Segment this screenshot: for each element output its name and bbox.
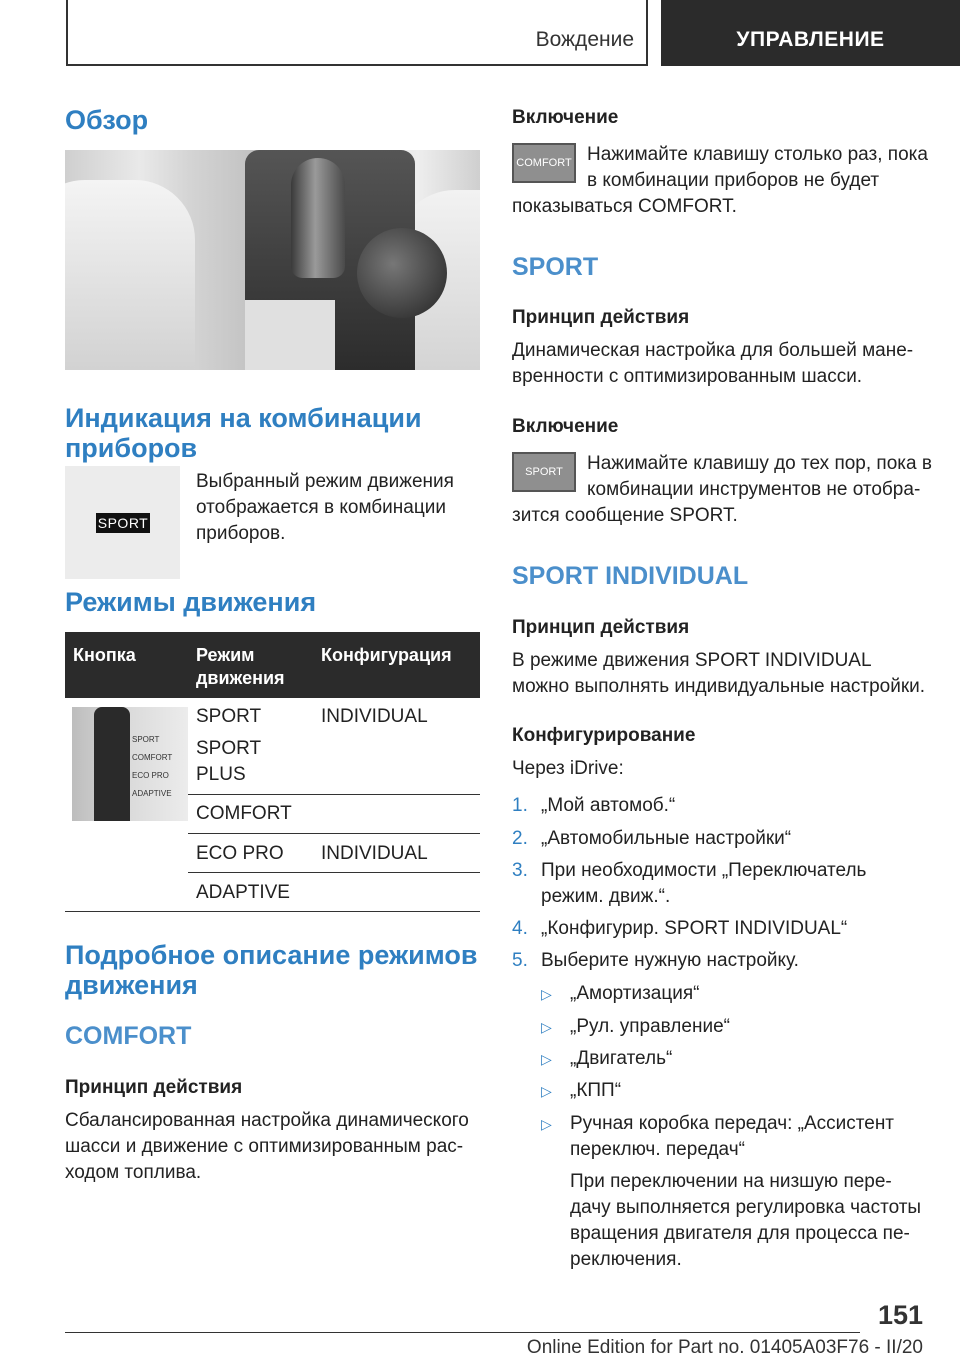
table-row-divider (188, 872, 480, 873)
substep-text: „Амортизация“ (570, 983, 700, 1004)
bullet-triangle-icon: ▷ (541, 1083, 552, 1099)
sport-switch-icon: SPORT (512, 452, 576, 492)
comfort-on-text-1: Нажимайте клавишу столько раз, пока (587, 144, 928, 165)
display-sport-badge: SPORT (97, 515, 149, 531)
substep-note: вращения двигателя для процесса пе- (570, 1223, 910, 1244)
comfort-on-text-2: в комбинации приборов не будет (587, 170, 880, 191)
btn-label-comfort: COMFORT (132, 753, 173, 762)
step-number: 1. (512, 795, 528, 816)
display-text-2: отображается в комбинации (196, 497, 446, 518)
config-via: Через iDrive: (512, 758, 624, 779)
step-number: 3. (512, 860, 528, 881)
step-number: 5. (512, 950, 528, 971)
table-bottom-rule (65, 911, 480, 912)
overview-title: Обзор (65, 105, 149, 135)
comfort-title: COMFORT (65, 1022, 192, 1050)
comfort-principle-text-3: ходом топлива. (65, 1162, 202, 1183)
sport-ind-principle-title: Принцип действия (512, 617, 690, 638)
comfort-switch-icon: COMFORT (512, 143, 576, 183)
comfort-principle-title: Принцип действия (65, 1077, 243, 1098)
console-tray (245, 300, 335, 370)
th-mode-line1: Режим (196, 645, 255, 665)
sport-ind-principle-text-2: можно выполнять индивидуальные настройки. (512, 676, 926, 697)
footer-edition: Online Edition for Part no. 01405A03F76 - II/20 (526, 1337, 923, 1358)
substep-note: реключения. (570, 1249, 682, 1270)
substep-text: „КПП“ (570, 1080, 622, 1101)
row4-mode: ADAPTIVE (196, 882, 290, 903)
row2-mode: COMFORT (196, 803, 292, 824)
row1-config: INDIVIDUAL (321, 706, 428, 727)
substep-note: дачу выполняется регулировка частоты (570, 1197, 922, 1218)
display-title-line2: приборов (65, 433, 198, 463)
row3-mode: ECO PRO (196, 843, 284, 864)
substep-note: При переключении на низшую пере- (570, 1171, 892, 1192)
display-text-1: Выбранный режим движения (196, 471, 454, 492)
header-chapter-box (661, 0, 960, 66)
step-text: Выберите нужную настройку. (541, 950, 799, 971)
header-section-title: Вождение (535, 28, 634, 51)
substep-text: переключ. передач“ (570, 1139, 745, 1160)
config-title: Конфигурирование (512, 725, 696, 746)
sport-individual-title: SPORT INDIVIDUAL (512, 562, 749, 590)
th-button: Кнопка (73, 645, 136, 665)
display-title-line1: Индикация на комбинации (65, 403, 422, 433)
step-text: „Конфигурир. SPORT INDIVIDUAL“ (541, 918, 848, 939)
sport-on-title: Включение (512, 416, 619, 437)
bullet-triangle-icon: ▷ (541, 1019, 552, 1035)
substep-text: „Двигатель“ (570, 1048, 673, 1069)
detail-title-line2: движения (65, 970, 198, 1000)
table-row-divider (188, 794, 480, 795)
table-row-divider (188, 833, 480, 834)
step-text: „Автомобильные настройки“ (541, 828, 792, 849)
btn-label-ecopro: ECO PRO (132, 771, 169, 780)
btn-label-adaptive: ADAPTIVE (132, 789, 172, 798)
bullet-triangle-icon: ▷ (541, 986, 552, 1002)
sport-title: SPORT (512, 253, 599, 281)
step-number: 4. (512, 918, 528, 939)
idrive-controller (357, 228, 447, 318)
row1-mode-1: SPORT (196, 706, 262, 727)
sport-on-text-2: комбинации инструментов не отобра- (587, 479, 921, 500)
display-text-3: приборов. (196, 523, 286, 544)
instrument-cluster-display (65, 466, 180, 579)
sport-on-text-3: зится сообщение SPORT. (512, 505, 738, 526)
header-chapter-title: УПРАВЛЕНИЕ (736, 28, 885, 51)
modes-table-header (65, 632, 480, 698)
sport-principle-title: Принцип действия (512, 307, 690, 328)
sport-on-text-1: Нажимайте клавишу до тех пор, пока в (587, 453, 932, 474)
step-text: режим. движ.“. (541, 886, 671, 907)
modes-title: Режимы движения (65, 587, 317, 617)
gear-selector-photo (65, 150, 480, 370)
detail-title-line1: Подробное описание режимов (65, 940, 478, 970)
button-strip (94, 707, 130, 821)
th-mode-line2: движения (196, 668, 285, 688)
btn-label-sport: SPORT (132, 735, 160, 744)
gear-lever (291, 158, 345, 278)
row1-mode-3: PLUS (196, 764, 246, 785)
sport-principle-text-1: Динамическая настройка для большей мане- (512, 340, 914, 361)
comfort-on-text-3: показываться COMFORT. (512, 196, 737, 217)
substep-text: „Рул. управление“ (570, 1016, 730, 1037)
comfort-principle-text-2: шасси и движение с оптимизированным рас- (65, 1136, 464, 1157)
bullet-triangle-icon: ▷ (541, 1116, 552, 1132)
comfort-principle-text-1: Сбалансированная настройка динамического (65, 1110, 469, 1131)
page-number: 151 (877, 1300, 923, 1330)
step-text: „Мой автомоб.“ (541, 795, 676, 816)
mode-buttons-image (72, 707, 188, 821)
step-text: При необходимости „Переключатель (541, 860, 867, 881)
sport-ind-principle-text-1: В режиме движения SPORT INDIVIDUAL (512, 650, 872, 671)
seat-left (65, 180, 195, 370)
footer-rule (65, 1332, 860, 1333)
row3-config: INDIVIDUAL (321, 843, 428, 864)
header-section-box (66, 0, 648, 66)
sport-principle-text-2: вренности с оптимизированным шасси. (512, 366, 863, 387)
row1-mode-2: SPORT (196, 738, 262, 759)
comfort-on-title: Включение (512, 107, 619, 128)
th-config: Конфигурация (321, 645, 452, 665)
bullet-triangle-icon: ▷ (541, 1051, 552, 1067)
substep-text: Ручная коробка передач: „Ассистент (570, 1113, 895, 1134)
step-number: 2. (512, 828, 528, 849)
